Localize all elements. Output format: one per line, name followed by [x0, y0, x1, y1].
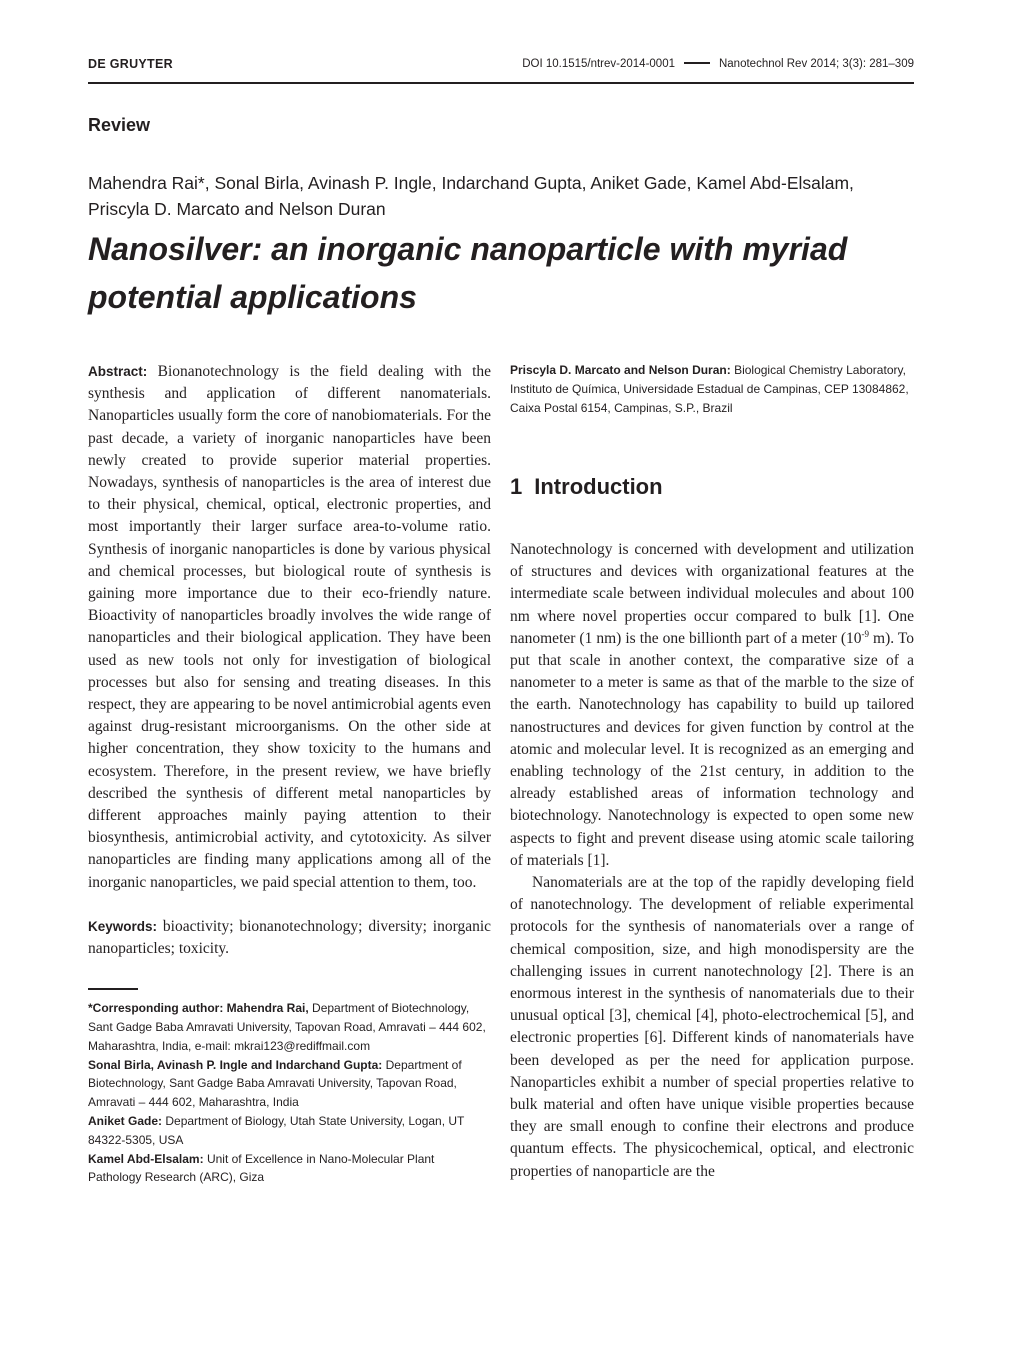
footnote-affiliation — [88, 1112, 491, 1150]
footnote-text: Department of Biology, Utah State University, Logan, UT 84322-5305, USA — [88, 1114, 465, 1147]
right-column — [510, 361, 914, 1180]
keywords-text: bioactivity; bionanotechnology; diversity; inorganic nanoparticles; toxicity. — [88, 917, 492, 958]
abstract-text: Bionanotechnology is the field dealing with the synthesis and application of different nanomaterials. Nanoparticles usually form the core of nanobiomaterials. For the past decade, a variety of inorganic nanoparticles have been newly created to provide superior material properties. Nowadays, synthesis of nanoparticles is the area of interest due to their physical, chemical, optical, electronic properties, and most importantly their larger surface area-to-volume ratio. Synthesis of inorganic nanoparticles is done by various physical and chemical processes, but biological route of synthesis is gaining more importance due to their eco-friendly nature. Bioactivity of nanoparticles broadly involves the wide range of nanoparticles and their biological application. They have been used as new tools not only for investigation of biological processes but also for sensing and treating diseases. In this respect, they are appearing to be novel antimicrobial agents even against drug-resistant microorganisms. On the other side at higher concentration, they show toxicity to the humans and ecosystem. Therefore, in the present review, we have briefly described the synthesis of different metal nanoparticles by different approaches mainly paying attention to their biosynthesis, antimicrobial activity, and cytotoxicity. As silver nanoparticles are finding many applications among all of the inorganic nanoparticles, we paid special attention to them, too. — [88, 363, 491, 891]
footnote-text: Department of Biotechnology, Sant Gadge Baba Amravati University, Tapovan Road, Amravati – 444 602, Maharashtra, India, e-mail: mkrai123@rediffmail.com — [88, 1001, 486, 1053]
footnote-label: Aniket Gade: — [88, 1114, 163, 1129]
introduction-body — [510, 539, 914, 1183]
footnote-text: Department of Biotechnology, Sant Gadge Baba Amravati University, Tapovan Road, Amravati – 444 602, Maharashtra, India — [88, 1057, 462, 1110]
footnote-corresponding-author — [88, 999, 491, 1055]
article-title: Nanosilver: an inorganic nanoparticle with myriad potential applications — [88, 231, 848, 315]
keywords — [88, 916, 491, 960]
footnote-affiliation — [88, 1150, 491, 1188]
affiliation-label: Priscyla D. Marcato and Nelson Duran: — [510, 363, 731, 377]
exponent: -9 — [861, 628, 869, 639]
header-dash — [684, 62, 710, 64]
header-rule — [88, 82, 914, 84]
footnote-affiliation — [88, 1056, 491, 1112]
journal-citation: Nanotechnol Rev 2014; 3(3): 281–309 — [718, 58, 914, 70]
keywords-label: Keywords: — [88, 918, 158, 934]
footnote-rule — [88, 988, 138, 990]
abstract — [88, 361, 491, 894]
intro-text: m). To put that scale in another context, the comparative size of a nanometer to a meter is same as that of the marble to the size of the earth. Nanotechnology has capability to build up tailored nanostructures and devices for given function by control at the atomic and molecular level. It is recognized as an emerging and enabling technology of the 21st century, in addition to the already established areas of information technology and biotechnology. Nanotechnology is expected to open some new aspects to fight and prevent disease using atomic scale tailoring of materials [1]. — [510, 629, 914, 869]
running-header — [88, 56, 914, 74]
affiliation-text: Biological Chemistry Laboratory, Instituto de Química, Universidade Estadual de Campinas, CEP 13084862, Caixa Postal 6154, Campinas, S.P., Brazil — [510, 363, 909, 415]
intro-text: Nanotechnology is concerned with development and utilization of structures and devices with organizational features at the intermediate scale between individual molecules and about 100 nm where novel properties occur compared to bulk [1]. One nanometer (1 nm) is the one billionth part of a meter (10 — [510, 541, 914, 647]
footnote-text: Unit of Excellence in Nano-Molecular Plant Pathology Research (ARC), Giza — [88, 1151, 435, 1185]
publisher-name: DE GRUYTER — [88, 57, 173, 71]
abstract-label: Abstract: — [88, 364, 148, 379]
footnote-label: Kamel Abd-Elsalam: — [88, 1151, 204, 1166]
doi-text[interactable]: DOI 10.1515/ntrev-2014-0001 — [522, 58, 675, 70]
author-list: Mahendra Rai*, Sonal Birla, Avinash P. Ingle, Indarchand Gupta, Aniket Gade, Kamel Abd-Elsalam, Priscyla D. Marcato and Nelson Duran — [88, 173, 854, 219]
article-type: Review — [88, 115, 151, 135]
section-title: Introduction — [534, 474, 663, 499]
footnote-label: Sonal Birla, Avinash P. Ingle and Indarchand Gupta: — [88, 1057, 383, 1072]
header-citation-group — [522, 58, 914, 70]
footnote-label: *Corresponding author: Mahendra Rai, — [88, 1001, 309, 1016]
intro-paragraph: Nanomaterials are at the top of the rapidly developing field of nanotechnology. The development of reliable experimental protocols for the synthesis of nanomaterials over a range of chemical composition, size, and high monodispersity are the challenging issues in current nanotechnology [2]. There is an enormous interest in the synthesis of nanomaterials due to their unusual optical [3], chemical [4], photo-electrochemical [5], and electronic properties [6]. Different kinds of nanomaterials have been developed as per the need for application purpose. Nanoparticles exhibit a number of special properties relative to bulk material and often have unique visible properties because they are small enough to confine their electrons and produce quantum effects. The physicochemical, optical, and electronic properties of nanoparticle are the — [510, 874, 914, 1180]
affiliation-note — [510, 361, 914, 417]
left-column — [88, 361, 491, 1187]
section-number: 1 — [510, 474, 523, 499]
section-heading — [510, 474, 663, 500]
intro-paragraph — [510, 539, 914, 872]
